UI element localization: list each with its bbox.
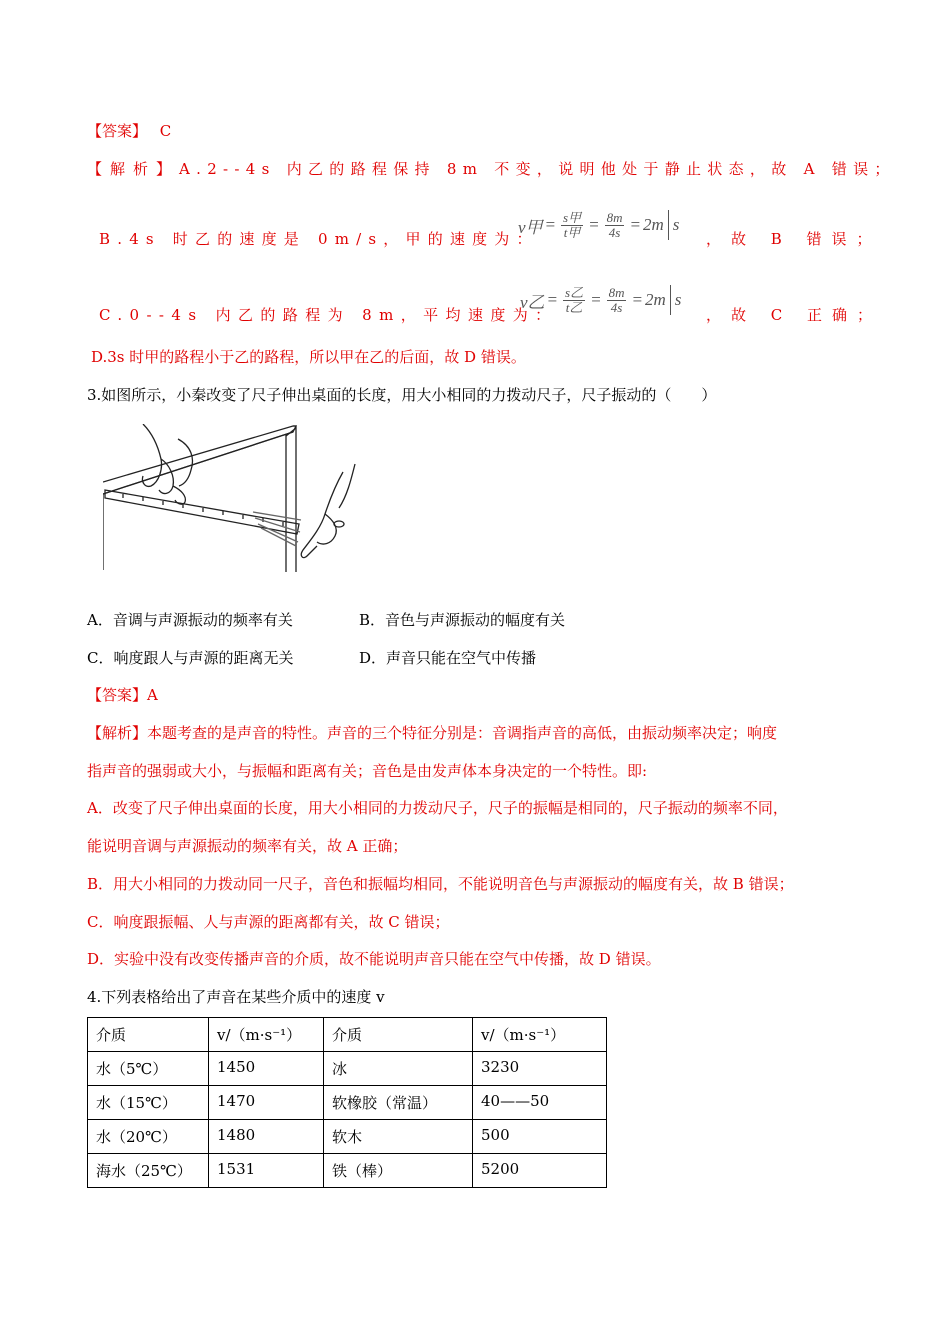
analysis-line-c: C.0--4s 内乙的路程为 8m，平均速度为： [99,306,558,324]
analysis-line-d: D.3s 时甲的路程小于乙的路程，所以甲在乙的后面，故 D 错误。 [91,348,526,366]
answer-q3: 【答案】A [87,686,158,704]
formula-unit: s [674,290,682,309]
table-cell: 1470 [209,1086,324,1120]
header-cell: 介质 [324,1018,473,1052]
table-row [88,1154,607,1188]
formula-unit: s [672,215,680,234]
analysis-q3-d: D．实验中没有改变传播声音的介质，故不能说明声音只能在空气中传播，故 D 错误。 [87,950,661,968]
header-cell: 介质 [88,1018,209,1052]
option-b: B．音色与声源振动的幅度有关 [359,611,566,629]
question-3: 3.如图所示，小秦改变了尺子伸出桌面的长度，用大小相同的力拨动尺子，尺子振动的（ ） [87,386,717,404]
formula-frac-2 [607,286,627,315]
table-cell: 5200 [473,1154,607,1188]
formula-result: 2m [642,215,664,234]
formula-result: 2m [644,290,666,309]
table-cell: 铁（棒） [324,1154,473,1188]
ruler-table-illustration [103,424,383,574]
table-cell: 水（15℃） [88,1086,209,1120]
formula-v-jia: v甲 = $\frac{\text{s甲}}{\text{t甲}}$ = $\frac{8m}{4s}$ = 2m s [518,209,680,240]
frac-num: 8m [608,284,625,300]
answer-label: 【答案】 [87,122,148,140]
table-cell: 40——50 [473,1086,607,1120]
table-cell: 水（20℃） [88,1120,209,1154]
table-cell: 冰 [324,1052,473,1086]
table-row [88,1120,607,1154]
formula-v-yi: v乙 = $\frac{\text{s乙}}{\text{t乙}}$ = $\frac{8m}{4s}$ = 2m s [520,284,682,315]
sound-speed-table [87,1017,607,1188]
frac-num: 8m [606,209,623,225]
table-cell: 软橡胶（常温） [324,1086,473,1120]
analysis-line-b: B.4s 时乙的速度是 0m/s，甲的速度为： [99,230,539,248]
frac-den: 4s [608,224,621,240]
table-cell: 1480 [209,1120,324,1154]
analysis-line-a [87,158,896,179]
formula-frac-1 [563,286,585,315]
header-cell: v/（m·s⁻¹） [209,1018,324,1052]
analysis-q3-line-2: 指声音的强弱或大小，与振幅和距离有关；音色是由发声体本身决定的一个特性。即: [87,762,648,780]
table-cell: 3230 [473,1052,607,1086]
table-cell: 水（5℃） [88,1052,209,1086]
option-c: C．响度跟人与声源的距离无关 [87,649,294,667]
analysis-q3-a1: A．改变了尺子伸出桌面的长度，用大小相同的力拨动尺子，尺子的振幅是相同的，尺子振动的频率不同， [87,799,788,817]
formula-lhs: v甲 [518,217,543,237]
analysis-q3-a2: 能说明音调与声源振动的频率有关，故 A 正确； [87,837,408,855]
table-header-row [88,1018,607,1052]
frac-den: 4s [610,299,623,315]
formula-frac-1 [561,211,583,240]
table-cell: 软木 [324,1120,473,1154]
formula-frac-2 [605,211,625,240]
analysis-label: 【解析】 [87,160,180,178]
analysis-line-c-end: ，故 C 正确； [706,306,883,324]
table-row [88,1086,607,1120]
analysis-text-a: A.2--4s 内乙的路程保持 8m 不变，说明他处于静止状态，故 A 错误； [179,160,896,178]
analysis-q3-b: B．用大小相同的力拨动同一尺子，音色和振幅均相同，不能说明音色与声源振动的幅度有关，故 B 错误； [87,875,794,893]
analysis-q3-c: C．响度跟振幅、人与声源的距离都有关，故 C 错误； [87,913,450,931]
answer-value: C [159,122,172,140]
table-row [88,1052,607,1086]
analysis-line-b-end: ，故 B 错误； [706,230,882,248]
formula-lhs: v乙 [520,292,545,312]
answer-line-q2 [87,120,171,141]
table-cell: 500 [473,1120,607,1154]
table-cell: 1531 [209,1154,324,1188]
header-cell: v/（m·s⁻¹） [473,1018,607,1052]
analysis-q3-line-1: 【解析】本题考查的是声音的特性。声音的三个特征分别是：音调指声音的高低，由振动频率决定；响度 [87,724,778,742]
frac-num: s乙 [565,284,584,300]
frac-den: t甲 [563,224,581,240]
table-cell: 1450 [209,1052,324,1086]
question-4: 4.下列表格给出了声音在某些介质中的速度 v [87,988,385,1006]
table-cell: 海水（25℃） [88,1154,209,1188]
option-d: D．声音只能在空气中传播 [359,649,537,667]
frac-den: t乙 [565,299,583,315]
option-a: A．音调与声源振动的频率有关 [87,611,293,629]
frac-num: s甲 [563,209,582,225]
